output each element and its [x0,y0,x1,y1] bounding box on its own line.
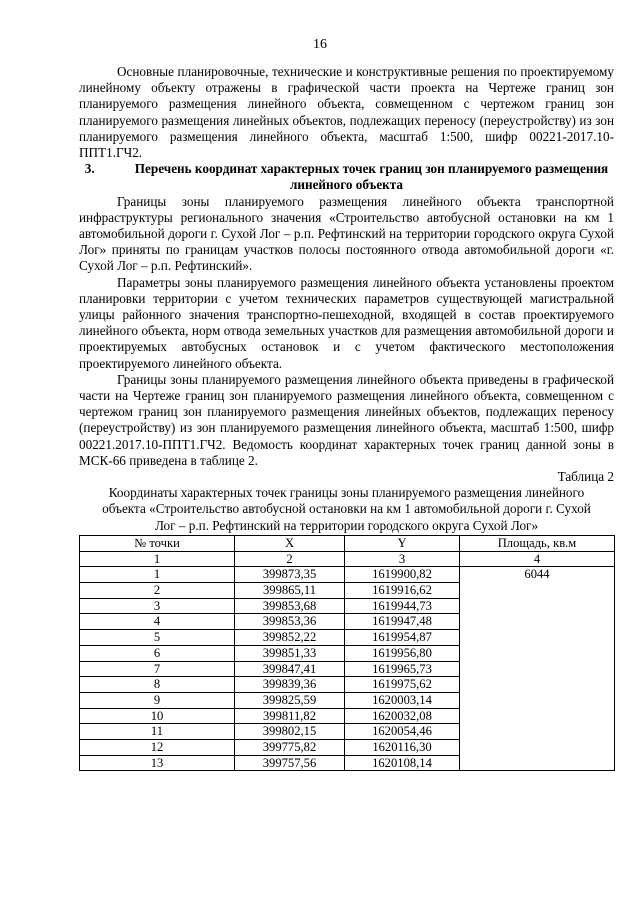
x-coordinate-cell: 399865,11 [235,583,345,599]
y-coordinate-cell: 1619965,73 [345,661,460,677]
y-coordinate-cell: 1620054,46 [345,724,460,740]
table-column-number-row [80,551,615,567]
table-row [80,567,615,583]
paragraph-planning-decisions: Основные планировочные, технические и конструктивные решения по проектируемому линейному объекту отражены в графической части проекта на Чертеже границ зон планируемого размещения линейного объекта, совмещенном с чертежом границ зон планируемого размещения линейных объектов, подлежащих переносу (переустройству) из зон планируемого размещения линейного объекта, масштаб 1:500, шифр 00221-2017.10-ППТ1.ГЧ2. [79,64,614,161]
point-number-cell: 4 [80,614,235,630]
column-number: 4 [460,551,615,567]
table-header-row [80,535,615,551]
point-number-cell: 7 [80,661,235,677]
paragraph-zone-parameters: Параметры зоны планируемого размещения линейного объекта установлены проектом планировки территории с учетом технических параметров существующей магистральной улицы районного значения транспортно-пешеходной, входящей в состав проектируемого линейного объекта, норм отвода земельных участков для размещения автомобильной дороги и проектируемых автобусных остановок и с учетом фактического местоположения проектируемого линейного объекта. [79,274,614,371]
paragraph-zone-boundaries: Границы зоны планируемого размещения линейного объекта транспортной инфраструктуры регионального значения «Строительство автобусной остановки на км 1 автомобильной дороги г. Сухой Лог – р.п. Рефтинский на территории городского округа Сухой Лог» приняты по границам участков полосы постоянного отвода автомобильной дороги «г. Сухой Лог – р.п. Рефтинский». [79,193,614,274]
y-coordinate-cell: 1619947,48 [345,614,460,630]
point-number-cell: 2 [80,583,235,599]
table-body [80,567,615,771]
section-title: Перечень координат характерных точек границ зон планируемого размещения линейного объекта [134,161,609,193]
y-coordinate-cell: 1620116,30 [345,740,460,756]
x-coordinate-cell: 399853,36 [235,614,345,630]
x-coordinate-cell: 399853,68 [235,598,345,614]
point-number-cell: 6 [80,645,235,661]
header-area: Площадь, кв.м [460,535,615,551]
header-y: Y [345,535,460,551]
x-coordinate-cell: 399825,59 [235,692,345,708]
coordinates-table [79,535,615,772]
column-number: 3 [345,551,460,567]
y-coordinate-cell: 1619944,73 [345,598,460,614]
point-number-cell: 3 [80,598,235,614]
x-coordinate-cell: 399839,36 [235,677,345,693]
x-coordinate-cell: 399802,15 [235,724,345,740]
point-number-cell: 1 [80,567,235,583]
column-number: 2 [235,551,345,567]
point-number-cell: 12 [80,740,235,756]
y-coordinate-cell: 1619956,80 [345,645,460,661]
y-coordinate-cell: 1619975,62 [345,677,460,693]
y-coordinate-cell: 1619900,82 [345,567,460,583]
point-number-cell: 8 [80,677,235,693]
x-coordinate-cell: 399847,41 [235,661,345,677]
point-number-cell: 9 [80,692,235,708]
document-body [79,64,614,771]
section-heading [79,161,614,193]
x-coordinate-cell: 399873,35 [235,567,345,583]
y-coordinate-cell: 1619916,62 [345,583,460,599]
table-label: Таблица 2 [557,469,614,485]
point-number-cell: 5 [80,630,235,646]
column-number: 1 [80,551,235,567]
y-coordinate-cell: 1620003,14 [345,692,460,708]
y-coordinate-cell: 1619954,87 [345,630,460,646]
section-number: 3. [84,161,95,177]
point-number-cell: 11 [80,724,235,740]
point-number-cell: 13 [80,755,235,771]
table-caption: Координаты характерных точек границы зоны планируемого размещения линейного объекта «Строительство автобусной остановки на км 1 автомобильной дороги г. Сухой Лог – р.п. Рефтинский на территории городского округа Сухой Лог» [102,485,591,533]
page-number: 16 [313,37,327,52]
paragraph-graphic-part: Границы зоны планируемого размещения линейного объекта приведены в графической части на Чертеже границ зон планируемого размещения линейного объекта, совмещенном с чертежом границ зон планируемого размещения линейных объектов, подлежащих переносу (переустройству) из зон планируемого размещения линейного объекта, масштаб 1:500, шифр 00221.2017.10-ППТ1.ГЧ2. Ведомость координат характерных точек границ данной зоны в МСК-66 приведена в таблице 2. [79,371,614,468]
y-coordinate-cell: 1620108,14 [345,755,460,771]
x-coordinate-cell: 399811,82 [235,708,345,724]
header-x: X [235,535,345,551]
x-coordinate-cell: 399775,82 [235,740,345,756]
x-coordinate-cell: 399851,33 [235,645,345,661]
header-point-number: № точки [80,535,235,551]
point-number-cell: 10 [80,708,235,724]
y-coordinate-cell: 1620032,08 [345,708,460,724]
x-coordinate-cell: 399757,56 [235,755,345,771]
area-cell: 6044 [460,567,615,771]
x-coordinate-cell: 399852,22 [235,630,345,646]
